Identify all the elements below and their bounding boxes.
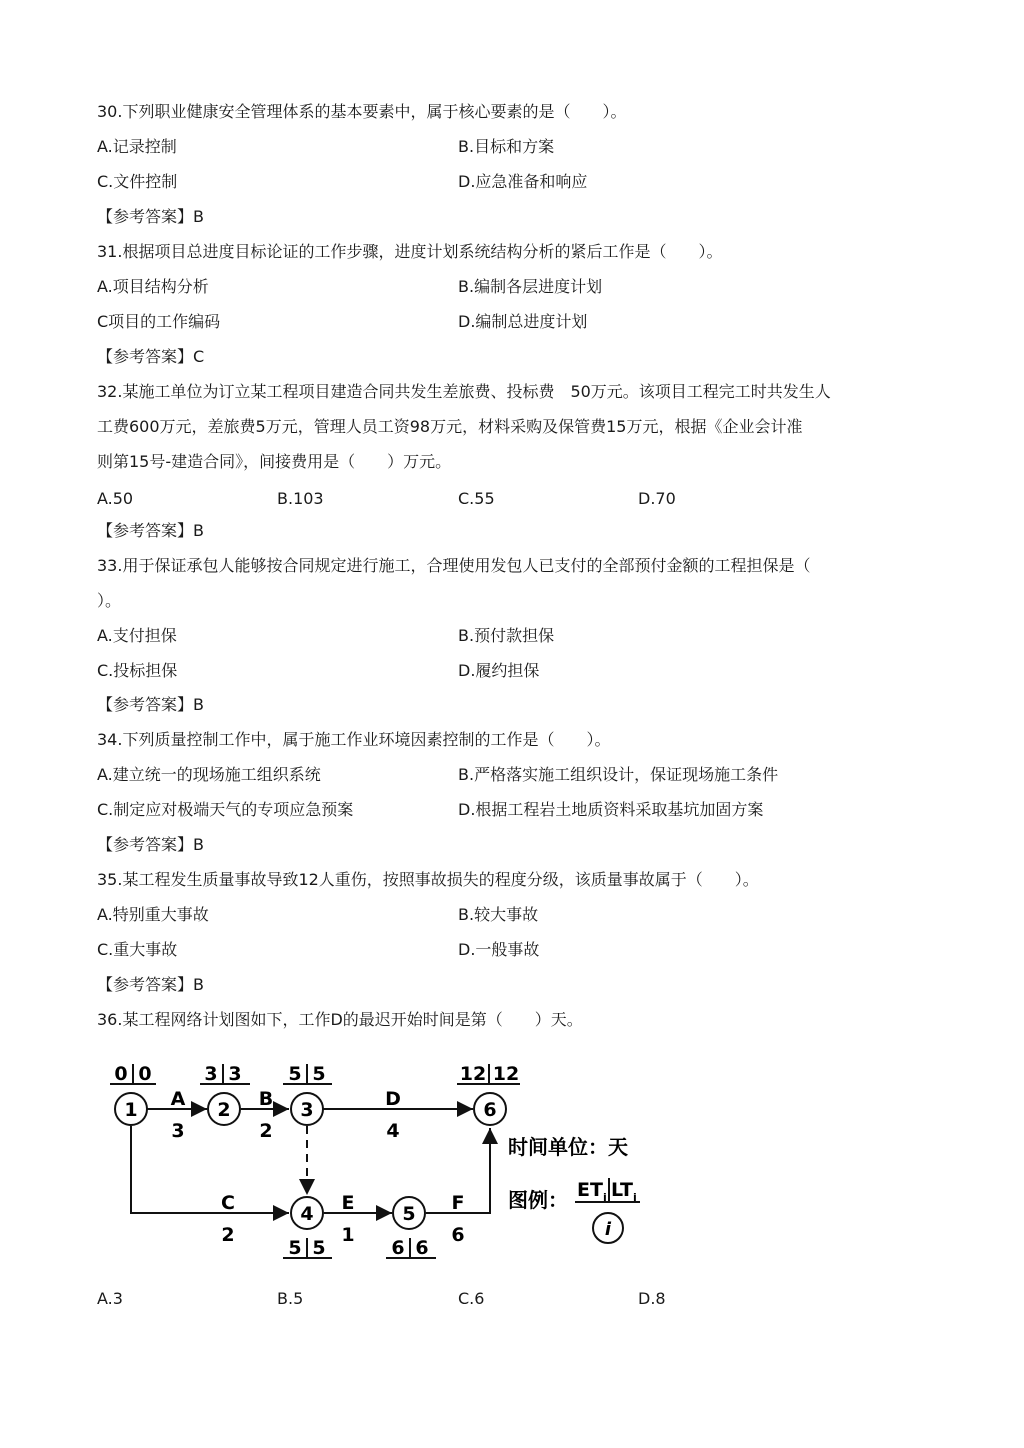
question-32-stem-line-2: 工费600万元，差旅费5万元，管理人员工资98万元，材料采购及保管费15万元，根据《企业会计准	[97, 417, 803, 436]
question-35-option-d: D.一般事故	[458, 940, 540, 959]
legend-node-label: i	[604, 1219, 612, 1240]
activity-c-name: C	[221, 1192, 235, 1214]
activity-d-duration: 4	[386, 1120, 400, 1142]
question-32-option-a: A.50	[97, 489, 134, 508]
legend-et: ET	[577, 1179, 603, 1201]
question-33-option-c: C.投标担保	[97, 661, 178, 680]
legend-lt-subscript: i	[633, 1191, 637, 1204]
node-6-et: 12	[459, 1063, 487, 1085]
question-31-option-d: D.编制总进度计划	[458, 312, 588, 331]
question-35-answer: 【参考答案】B	[97, 975, 204, 994]
node-5-et: 6	[391, 1237, 405, 1259]
node-4-et: 5	[288, 1237, 302, 1259]
activity-f-duration: 6	[451, 1224, 465, 1246]
question-30-stem: 30.下列职业健康安全管理体系的基本要素中，属于核心要素的是（ ）。	[97, 102, 627, 121]
network-plan-diagram	[100, 1052, 660, 1267]
node-1-lt: 0	[138, 1063, 152, 1085]
node-4-lt: 5	[312, 1237, 326, 1259]
question-32-answer: 【参考答案】B	[97, 521, 204, 540]
question-34-stem: 34.下列质量控制工作中，属于施工作业环境因素控制的工作是（ ）。	[97, 730, 611, 749]
legend-node	[575, 1178, 640, 1243]
question-32-stem-line-1: 32.某施工单位为订立某工程项目建造合同共发生差旅费、投标费 50万元。该项目工程完工时共发生人	[97, 382, 831, 401]
question-33-option-d: D.履约担保	[458, 661, 540, 680]
question-36-option-c: C.6	[458, 1289, 485, 1308]
node-6	[457, 1063, 520, 1125]
question-30-option-c: C.文件控制	[97, 172, 178, 191]
node-3-label: 3	[300, 1099, 314, 1121]
node-2	[200, 1063, 250, 1125]
activity-e-name: E	[341, 1192, 355, 1214]
question-35-option-a: A.特别重大事故	[97, 905, 209, 924]
activity-b-name: B	[258, 1088, 274, 1110]
question-34-option-d: D.根据工程岩土地质资料采取基坑加固方案	[458, 800, 764, 819]
question-35-option-c: C.重大事故	[97, 940, 178, 959]
question-36-option-b: B.5	[277, 1289, 304, 1308]
question-35-option-b: B.较大事故	[458, 905, 539, 924]
question-32-option-c: C.55	[458, 489, 495, 508]
legend-et-subscript: i	[603, 1191, 607, 1204]
question-35-stem: 35.某工程发生质量事故导致12人重伤，按照事故损失的程度分级，该质量事故属于（ ）。	[97, 870, 759, 889]
question-31-option-a: A.项目结构分析	[97, 277, 209, 296]
activity-d-name: D	[385, 1088, 401, 1110]
node-2-et: 3	[204, 1063, 218, 1085]
legend-label: 图例：	[508, 1188, 568, 1212]
node-2-label: 2	[217, 1099, 231, 1121]
legend-lt: LT	[611, 1179, 633, 1201]
question-30-option-b: B.目标和方案	[458, 137, 555, 156]
question-32-stem-line-3: 则第15号-建造合同》，间接费用是（ ）万元。	[97, 452, 452, 471]
question-31-stem: 31.根据项目总进度目标论证的工作步骤，进度计划系统结构分析的紧后工作是（ ）。	[97, 242, 723, 261]
activity-f-name: F	[451, 1192, 465, 1214]
question-32-option-b: B.103	[277, 489, 324, 508]
question-36-option-a: A.3	[97, 1289, 123, 1308]
node-5-lt: 6	[415, 1237, 429, 1259]
question-31-option-b: B.编制各层进度计划	[458, 277, 603, 296]
node-6-label: 6	[483, 1099, 497, 1121]
question-33-answer: 【参考答案】B	[97, 695, 204, 714]
question-30-option-a: A.记录控制	[97, 137, 177, 156]
question-34-option-b: B.严格落实施工组织设计，保证现场施工条件	[458, 765, 779, 784]
question-34-answer: 【参考答案】B	[97, 835, 204, 854]
question-32-option-d: D.70	[638, 489, 676, 508]
question-31-option-c: C项目的工作编码	[97, 312, 221, 331]
question-33-option-b: B.预付款担保	[458, 626, 555, 645]
node-3-et: 5	[288, 1063, 302, 1085]
node-1-et: 0	[114, 1063, 128, 1085]
question-31-answer: 【参考答案】C	[97, 347, 205, 366]
node-5-label: 5	[402, 1203, 416, 1225]
question-36-option-d: D.8	[638, 1289, 666, 1308]
node-4	[283, 1197, 332, 1259]
node-3	[283, 1063, 332, 1125]
node-2-lt: 3	[228, 1063, 242, 1085]
node-6-lt: 12	[492, 1063, 520, 1085]
activity-b-duration: 2	[259, 1120, 273, 1142]
activity-a-duration: 3	[171, 1120, 185, 1142]
question-34-option-c: C.制定应对极端天气的专项应急预案	[97, 800, 354, 819]
node-4-label: 4	[300, 1203, 314, 1225]
activity-e-duration: 1	[341, 1224, 355, 1246]
question-33-option-a: A.支付担保	[97, 626, 177, 645]
node-5	[386, 1197, 436, 1259]
question-33-stem-line-2: ）。	[97, 591, 122, 610]
question-36-stem: 36.某工程网络计划图如下，工作D的最迟开始时间是第（ ）天。	[97, 1010, 583, 1029]
question-30-option-d: D.应急准备和响应	[458, 172, 588, 191]
activity-c-duration: 2	[221, 1224, 235, 1246]
question-30-answer: 【参考答案】B	[97, 207, 204, 226]
node-1-label: 1	[124, 1099, 138, 1121]
activity-a-name: A	[170, 1088, 186, 1110]
time-unit-label: 时间单位：天	[508, 1135, 628, 1159]
question-33-stem-line-1: 33.用于保证承包人能够按合同规定进行施工，合理使用发包人已支付的全部预付金额的工程担保是（	[97, 556, 811, 575]
node-1	[110, 1063, 156, 1125]
node-3-lt: 5	[312, 1063, 326, 1085]
question-34-option-a: A.建立统一的现场施工组织系统	[97, 765, 321, 784]
